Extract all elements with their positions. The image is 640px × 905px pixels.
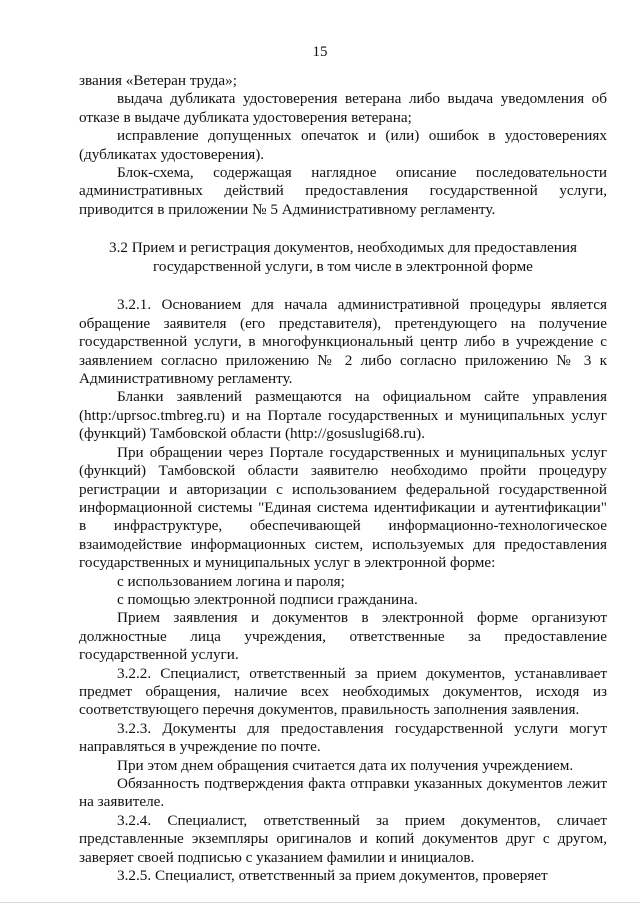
paragraph: При обращении через Портале государственных и муниципальных услуг (функций) Тамбовской области заявителю необходимо пройти процедуру регистрации и авторизации с использованием федеральной государственной информационной системы "Единая система идентификации и аутентификации" в инфраструктуре, обеспечивающей информационно-технологическое взаимодействие информационных систем, используемых для предоставления государственных и муниципальных услуг в электронной форме: xyxy=(79,443,607,572)
document-body xyxy=(79,72,607,885)
paragraph: исправление допущенных опечаток и (или) ошибок в удостоверениях (дубликатах удостоверения). xyxy=(79,127,607,163)
list-item: с использованием логина и пароля; xyxy=(117,572,345,590)
paragraph: 3.2.2. Специалист, ответственный за прием документов, устанавливает предмет обращения, наличие всех необходимых документов, исходя из соответствующего перечня документов, правильность заполнения заявления. xyxy=(79,664,607,719)
paragraph: 3.2.3. Документы для предоставления государственной услуги могут направляться в учреждение по почте. xyxy=(79,719,607,756)
section-heading-line-2: государственной услуги, в том числе в электронной форме xyxy=(153,257,533,275)
bottom-edge-line xyxy=(0,902,640,903)
section-heading-line-1: 3.2 Прием и регистрация документов, необходимых для предоставления xyxy=(108,239,578,257)
list-item: с помощью электронной подписи гражданина. xyxy=(117,590,418,608)
paragraph: выдача дубликата удостоверения ветерана либо выдача уведомления об отказе в выдаче дубликата удостоверения ветерана; xyxy=(79,90,607,126)
paragraph: звания «Ветеран труда»; xyxy=(79,72,237,89)
paragraph: 3.2.5. Специалист, ответственный за прием документов, проверяет xyxy=(117,867,548,885)
page-number: 15 xyxy=(312,44,328,60)
paragraph: Блок-схема, содержащая наглядное описание последовательности административных действий предоставления государственной услуги, приводится в приложении № 5 Административному регламенту. xyxy=(79,164,607,218)
paragraph: 3.2.4. Специалист, ответственный за прием документов, сличает представленные экземпляры оригиналов и копий документов друг с другом, заверяет своей подписью с указанием фамилии и инициалов. xyxy=(79,811,607,866)
paragraph: Прием заявления и документов в электронной форме организуют должностные лица учреждения, ответственные за предоставление государственной услуги. xyxy=(79,609,607,664)
paragraph: Обязанность подтверждения факта отправки указанных документов лежит на заявителе. xyxy=(79,775,607,811)
paragraph: 3.2.1. Основанием для начала административной процедуры является обращение заявителя (его представителя), претендующего на получение государственной услуги, в многофункциональный центр либо в учреждение с заявлением согласно приложению № 2 либо согласно приложению № 3 к Административному регламенту. xyxy=(79,296,607,388)
paragraph: Бланки заявлений размещаются на официальном сайте управления (http:/uprsoc.tmbreg.ru) и на Портале государственных и муниципальных услуг (функций) Тамбовской области (http://gosuslugi68.ru). xyxy=(79,388,607,443)
paragraph: При этом днем обращения считается дата их получения учреждением. xyxy=(117,756,574,774)
